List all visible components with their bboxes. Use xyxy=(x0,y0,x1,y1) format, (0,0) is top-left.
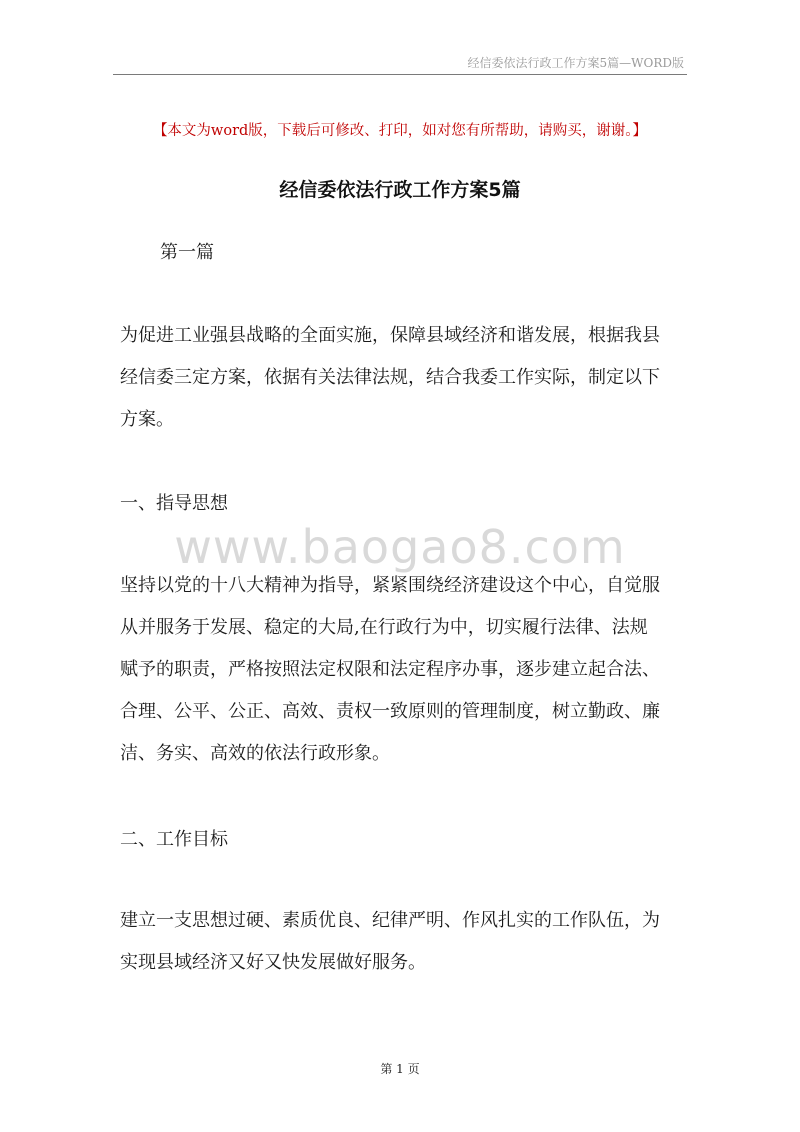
paragraph-line: 实现县域经济又好又快发展做好服务。 xyxy=(120,952,426,973)
page-number: 第 1 页 xyxy=(380,1062,420,1076)
paragraph-line: 洁、务实、高效的依法行政形象。 xyxy=(120,743,390,764)
watermark: www.baogao8.com xyxy=(174,520,626,574)
work-goals-paragraph xyxy=(120,900,690,984)
document-title: 经信委依法行政工作方案5篇 xyxy=(279,179,521,201)
paragraph-line: 坚持以党的十八大精神为指导，紧紧围绕经济建设这个中心，自觉服 xyxy=(120,575,660,596)
section-heading-work-goals: 二、工作目标 xyxy=(120,829,228,850)
intro-paragraph xyxy=(120,315,690,441)
part-label: 第一篇 xyxy=(160,242,214,263)
paragraph-line: 方案。 xyxy=(120,409,174,430)
paragraph-line: 赋予的职责，严格按照法定权限和法定程序办事，逐步建立起合法、 xyxy=(120,659,660,680)
running-header: 经信委依法行政工作方案5篇—WORD版 xyxy=(467,56,684,70)
guiding-ideology-paragraph xyxy=(120,565,690,775)
header-divider xyxy=(113,74,687,75)
paragraph-line: 为促进工业强县战略的全面实施，保障县域经济和谐发展，根据我县 xyxy=(120,325,660,346)
paragraph-line: 经信委三定方案，依据有关法律法规，结合我委工作实际，制定以下 xyxy=(120,367,660,388)
purchase-notice: 【本文为word版，下载后可修改、打印，如对您有所帮助，请购买，谢谢。】 xyxy=(152,123,648,139)
section-heading-guiding-ideology: 一、指导思想 xyxy=(120,493,228,514)
paragraph-line: 合理、公平、公正、高效、责权一致原则的管理制度，树立勤政、廉 xyxy=(120,701,660,722)
paragraph-line: 从并服务于发展、稳定的大局,在行政行为中，切实履行法律、法规 xyxy=(120,617,648,638)
paragraph-line: 建立一支思想过硬、素质优良、纪律严明、作风扎实的工作队伍，为 xyxy=(120,910,660,931)
